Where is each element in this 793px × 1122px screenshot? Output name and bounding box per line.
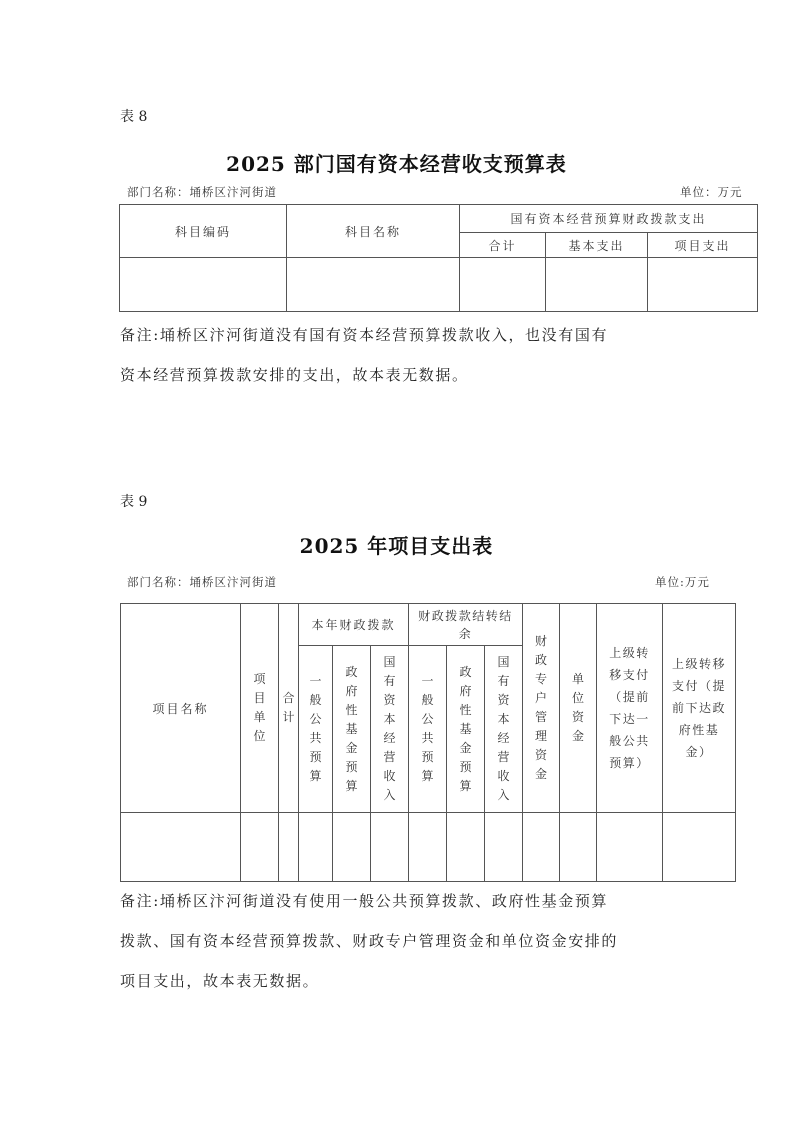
- table9-title: 2025 年项目支出表: [299, 534, 494, 558]
- table8-note: [120, 315, 720, 395]
- header-carryover-general-public: 一 般 公 共 预 算: [409, 646, 447, 813]
- table8-department: 部门名称：埇桥区汴河街道: [127, 185, 277, 199]
- header-total: 合计: [460, 233, 546, 258]
- header-subject-code: 科目编码: [120, 205, 287, 258]
- header-transfer-fund: 上级转移支付（提前下达政府性基金）: [663, 604, 736, 813]
- table-cell: [279, 813, 299, 882]
- table-cell: [663, 813, 736, 882]
- note-line: 资本经营预算拨款安排的支出，故本表无数据。: [120, 366, 469, 384]
- table8-title: 2025 部门国有资本经营收支预算表: [226, 152, 567, 176]
- header-current-year-appropriation: 本年财政拨款: [299, 604, 409, 646]
- header-subject-name: 科目名称: [287, 205, 460, 258]
- header-unit-funds: 单 位 资 金: [560, 604, 597, 813]
- table8-label: 表 8: [120, 109, 148, 125]
- header-project-name: 项目名称: [121, 604, 241, 813]
- table9-note: [120, 881, 720, 1001]
- table-cell: [597, 813, 663, 882]
- table8: [119, 204, 758, 312]
- table9-label: 表 9: [120, 494, 148, 510]
- header-carryover-state-capital: 国 有 资 本 经 营 收 入: [485, 646, 523, 813]
- header-state-capital-expenditure: 国有资本经营预算财政拨款支出: [460, 205, 758, 233]
- header-carryover-gov-fund: 政 府 性 基 金 预 算: [447, 646, 485, 813]
- header-state-capital-income: 国 有 资 本 经 营 收 入: [371, 646, 409, 813]
- header-project-unit: 项 目 单 位: [241, 604, 279, 813]
- header-project-expenditure: 项目支出: [648, 233, 758, 258]
- note-line: 备注:埇桥区汴河街道没有国有资本经营预算拨款收入，也没有国有: [120, 326, 609, 344]
- table9: [120, 603, 736, 882]
- table-cell: [560, 813, 597, 882]
- header-special-account-funds: 财 政 专 户 管 理 资 金: [523, 604, 560, 813]
- header-general-public-budget: 一 般 公 共 预 算: [299, 646, 333, 813]
- header-gov-fund-budget: 政 府 性 基 金 预 算: [333, 646, 371, 813]
- table-cell: [648, 258, 758, 312]
- table-row: [120, 258, 758, 312]
- header-total: 合 计: [279, 604, 299, 813]
- note-line: 项目支出，故本表无数据。: [120, 972, 320, 990]
- note-line: 拨款、国有资本经营预算拨款、财政专户管理资金和单位资金安排的: [120, 932, 619, 950]
- table-cell: [485, 813, 523, 882]
- table-cell: [460, 258, 546, 312]
- header-basic-expenditure: 基本支出: [546, 233, 648, 258]
- table-cell: [120, 258, 287, 312]
- table-cell: [546, 258, 648, 312]
- table-cell: [299, 813, 333, 882]
- header-transfer-general: 上级转移支付（提前下达一般公共预算）: [597, 604, 663, 813]
- table9-unit: 单位:万元: [655, 575, 710, 589]
- table-cell: [333, 813, 371, 882]
- table-cell: [523, 813, 560, 882]
- header-carryover-balance: 财政拨款结转结余: [409, 604, 523, 646]
- table-row: [121, 813, 736, 882]
- table-cell: [241, 813, 279, 882]
- table9-department: 部门名称：埇桥区汴河街道: [127, 575, 277, 589]
- table-cell: [409, 813, 447, 882]
- table8-unit: 单位：万元: [680, 185, 743, 199]
- note-line: 备注:埇桥区汴河街道没有使用一般公共预算拨款、政府性基金预算: [120, 892, 609, 910]
- table-cell: [121, 813, 241, 882]
- table-cell: [287, 258, 460, 312]
- table-cell: [447, 813, 485, 882]
- table-cell: [371, 813, 409, 882]
